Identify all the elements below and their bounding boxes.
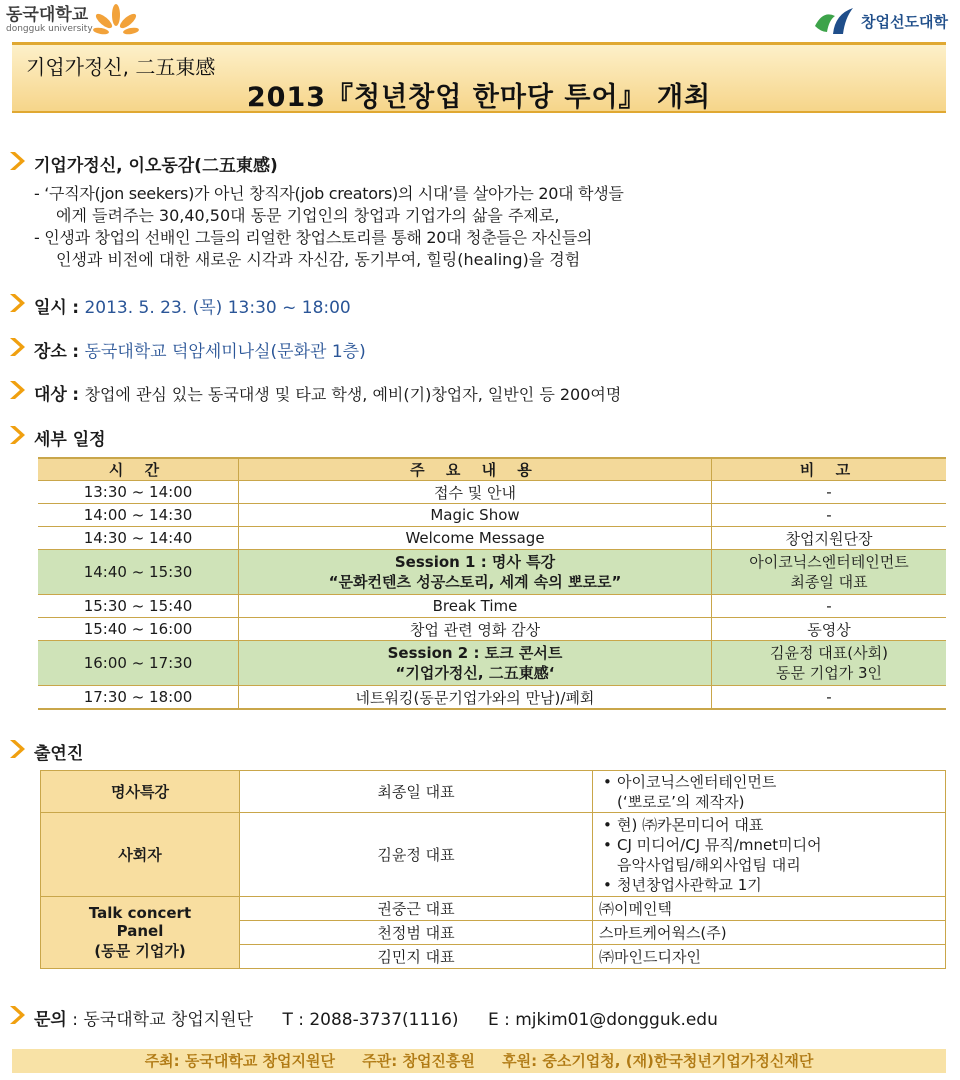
speaker-role: 명사특강 [41, 771, 240, 813]
schedule-content: Break Time [239, 595, 712, 618]
intro-description [34, 183, 952, 271]
logo-right-text: 창업선도대학 [861, 12, 948, 31]
schedule-content: 창업 관련 영화 감상 [239, 618, 712, 641]
page-title: 2013『청년창업 한마당 투어』 개최 [246, 82, 712, 113]
schedule-note: - [712, 595, 947, 618]
schedule-row [38, 527, 946, 550]
logo-left-subtext: dongguk university [6, 24, 93, 35]
schedule-row [38, 618, 946, 641]
speaker-name: 최종일 대표 [240, 771, 593, 813]
arrow-bullet-icon [8, 1004, 28, 1026]
schedule-time: 14:40 ~ 15:30 [38, 550, 239, 595]
schedule-content: Session 2 : 토크 콘서트 “기업가정신, 二五東感‘ [239, 641, 712, 686]
schedule-row [38, 686, 946, 710]
schedule-row-highlight [38, 641, 946, 686]
target-label: 대상 [34, 385, 67, 405]
logo-left-text: 동국대학교 [6, 5, 89, 26]
speaker-name: 천정범 대표 [240, 921, 593, 945]
date-value: 2013. 5. 23. (목) 13:30 ~ 18:00 [84, 298, 351, 318]
intro-heading: 기업가정신, 이오동감(二五東感) [34, 156, 278, 176]
speaker-role: 사회자 [41, 813, 240, 897]
speakers-heading: 출연진 [34, 744, 84, 764]
speaker-name: 김윤정 대표 [240, 813, 593, 897]
contact-tel: T : 2088-3737(1116) [282, 1010, 459, 1030]
place-line: 장소 : 동국대학교 덕암세미나실(문화관 1층) [34, 342, 366, 362]
schedule-header-row [38, 458, 946, 481]
speaker-name: 김민지 대표 [240, 945, 593, 969]
startup-university-logo [813, 6, 948, 36]
schedule-note: - [712, 504, 947, 527]
schedule-content: Welcome Message [239, 527, 712, 550]
speaker-info: • 아이코닉스엔터테인먼트 (‘뽀로로’의 제작자) [593, 771, 946, 813]
arrow-bullet-icon [8, 738, 28, 760]
schedule-content: 네트워킹(동문기업가와의 만남)/폐회 [239, 686, 712, 710]
schedule-content: Session 1 : 명사 특강 “문화컨텐츠 성공스토리, 세계 속의 뽀로로” [239, 550, 712, 595]
footer-organizer: 주관: 창업진흥원 [362, 1052, 475, 1070]
arrow-bullet-icon [8, 379, 28, 401]
schedule-heading: 세부 일정 [34, 430, 106, 450]
target-value: 창업에 관심 있는 동국대생 및 타교 학생, 예비(기)창업자, 일반인 등 200여명 [84, 385, 622, 404]
lotus-logo-icon [93, 3, 139, 39]
schedule-header-time: 시 간 [38, 458, 239, 481]
speaker-row [41, 771, 946, 813]
arrow-bullet-icon [8, 150, 28, 172]
schedule-time: 15:40 ~ 16:00 [38, 618, 239, 641]
schedule-note: 동영상 [712, 618, 947, 641]
footer-host: 주최: 동국대학교 창업지원단 [144, 1052, 336, 1070]
schedule-time: 17:30 ~ 18:00 [38, 686, 239, 710]
arrow-bullet-icon [8, 292, 28, 314]
intro-line: 인생과 비전에 대한 새로운 시각과 자신감, 동기부여, 힐링(healing)을 경험 [56, 250, 581, 269]
target-line: 대상 : 창업에 관심 있는 동국대생 및 타교 학생, 예비(기)창업자, 일반인 등 200여명 [34, 385, 622, 405]
speaker-row [41, 897, 946, 921]
speaker-company: ㈜이메인텍 [593, 897, 946, 921]
schedule-note: 창업지원단장 [712, 527, 947, 550]
contact-org: 동국대학교 창업지원단 [83, 1010, 254, 1030]
schedule-note: 김윤정 대표(사회) 동문 기업가 3인 [712, 641, 947, 686]
speaker-info: • 현) ㈜카몬미디어 대표 • CJ 미디어/CJ 뮤직/mnet미디어 음악사업팀/해외사업팀 대리 • 청년창업사관학교 1기 [593, 813, 946, 897]
schedule-table [38, 457, 946, 710]
speaker-name: 권중근 대표 [240, 897, 593, 921]
schedule-time: 14:30 ~ 14:40 [38, 527, 239, 550]
schedule-content: 접수 및 안내 [239, 481, 712, 504]
speakers-table [40, 770, 946, 969]
dongguk-logo [6, 2, 139, 40]
schedule-row [38, 481, 946, 504]
speaker-company: ㈜마인드디자인 [593, 945, 946, 969]
intro-line: 에게 들려주는 30,40,50대 동문 기업인의 창업과 기업가의 삶을 주제로, [56, 206, 560, 225]
schedule-row [38, 595, 946, 618]
schedule-note: - [712, 481, 947, 504]
arrow-bullet-icon [8, 336, 28, 358]
schedule-note: 아이코닉스엔터테인먼트 최종일 대표 [712, 550, 947, 595]
contact-line: 문의 : 동국대학교 창업지원단 T : 2088-3737(1116) E : mjkim01@dongguk.edu [34, 1010, 718, 1030]
contact-label: 문의 [34, 1010, 67, 1030]
schedule-header-note: 비 고 [712, 458, 947, 481]
schedule-content: Magic Show [239, 504, 712, 527]
date-label: 일시 [34, 298, 67, 318]
banner-subtitle: 기업가정신, 二五東感 [26, 55, 216, 79]
date-line: 일시 : 2013. 5. 23. (목) 13:30 ~ 18:00 [34, 298, 351, 318]
place-label: 장소 [34, 342, 67, 362]
speaker-company: 스마트케어웍스(주) [593, 921, 946, 945]
arrow-bullet-icon [8, 424, 28, 446]
schedule-note: - [712, 686, 947, 710]
title-banner [12, 42, 946, 113]
place-value: 동국대학교 덕암세미나실(문화관 1층) [84, 342, 366, 362]
schedule-row [38, 504, 946, 527]
swoosh-logo-icon [813, 6, 857, 36]
schedule-row-highlight [38, 550, 946, 595]
schedule-time: 13:30 ~ 14:00 [38, 481, 239, 504]
footer-sponsor: 후원: 중소기업청, (재)한국청년기업가정신재단 [502, 1052, 814, 1070]
footer-sponsors [12, 1049, 946, 1073]
schedule-time: 15:30 ~ 15:40 [38, 595, 239, 618]
intro-line: - ‘구직자(jon seekers)가 아닌 창직자(job creators)의 시대’를 살아가는 20대 학생들 [34, 184, 624, 203]
schedule-time: 14:00 ~ 14:30 [38, 504, 239, 527]
speaker-row [41, 813, 946, 897]
contact-email[interactable]: E : mjkim01@dongguk.edu [487, 1010, 718, 1030]
intro-line: - 인생과 창업의 선배인 그들의 리얼한 창업스토리를 통해 20대 청춘들은 자신들의 [34, 228, 593, 247]
schedule-header-content: 주 요 내 용 [239, 458, 712, 481]
speaker-role: Talk concert Panel (동문 기업가) [41, 897, 240, 969]
schedule-time: 16:00 ~ 17:30 [38, 641, 239, 686]
